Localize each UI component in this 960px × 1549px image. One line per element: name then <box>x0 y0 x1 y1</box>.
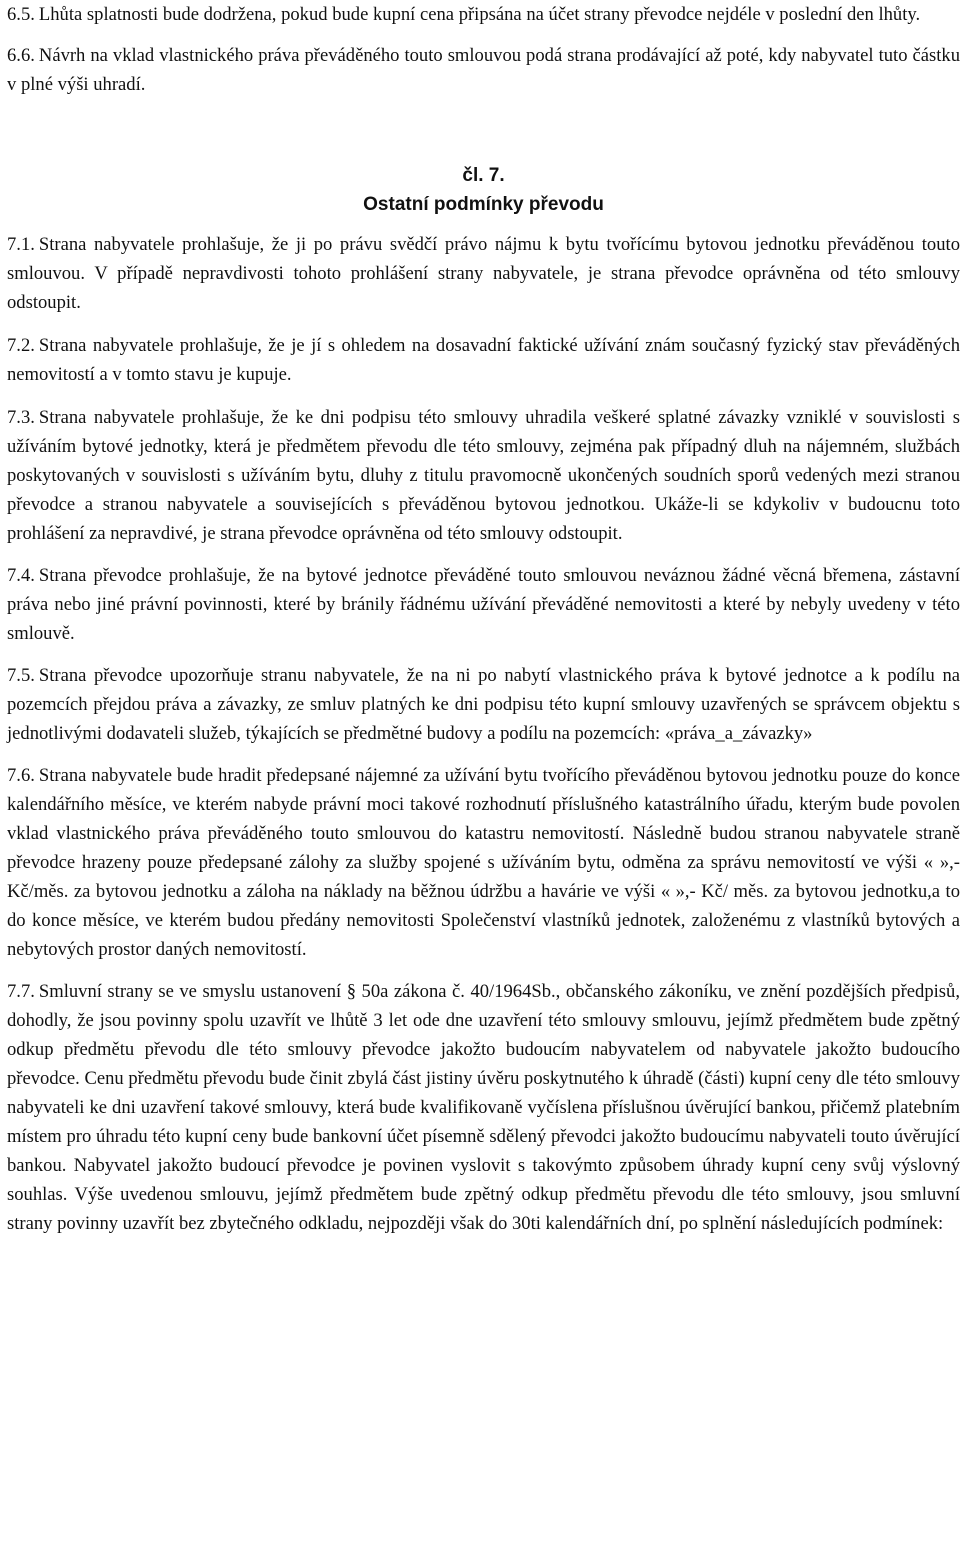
paragraph-text: Smluvní strany se ve smyslu ustanovení § 50a zákona č. 40/1964Sb., občanského zákoníku, ve znění pozdějších předpisů, dohodly, že jsou povinny spolu uzavřít ve lhůtě 3 let ode dne uzavření této smlouvy smlouvu, jejímž předmětem bude zpětný odkup předmětu převodu dle této smlouvy převodce jakožto budoucím nabyvatelem od nabyvatele jakožto budoucího převodce. Cenu předmětu převodu bude činit zbylá část jistiny úvěru poskytnutého k úhradě (části) kupní ceny dle této smlouvy nabyvateli ke dni uzavření takové smlouvy, která bude kvalifikovaně vyčíslena příslušnou úvěrující bankou, přičemž platebním místem pro úhradu této kupní ceny bude bankovní účet písemně sdělený převodci jakožto budoucímu nabyvateli touto úvěrující bankou. Nabyvatel jakožto budoucí převodce je povinen vyslovit s takovýmto způsobem úhrady kupní ceny svůj výslovný souhlas. Výše uvedenou smlouvu, jejímž předmětem bude zpětný odkup předmětu převodu dle této smlouvy, jsou smluvní strany povinny uzavřít bez zbytečného odkladu, nejpozději však do 30ti kalendářních dní, po splnění následujících podmínek: <box>7 981 960 1234</box>
paragraph-number: 7.3. <box>7 407 35 428</box>
paragraph-7-7 <box>7 977 960 1238</box>
paragraph-text: Strana nabyvatele prohlašuje, že ke dni podpisu této smlouvy uhradila veškeré splatné závazky vzniklé v souvislosti s užíváním bytové jednotky, která je předmětem převodu dle této smlouvy, zejména pak případný dluh na nájemném, službách poskytovaných v souvislosti s užíváním bytu, dluhy z titulu pravomocně ukončených soudních sporů vedených mezi stranou převodce a stranou nabyvatele a souvisejících s převáděnou bytovou jednotkou. Ukáže-li se kdykoliv v budoucnu toto prohlášení za nepravdivé, je strana převodce oprávněna od této smlouvy odstoupit. <box>7 407 960 544</box>
paragraph-text: Strana nabyvatele prohlašuje, že ji po právu svědčí právo nájmu k bytu tvořícímu bytovou jednotku převáděnou touto smlouvou. V případě nepravdivosti tohoto prohlášení strany nabyvatele, je strana převodce oprávněna od této smlouvy odstoupit. <box>7 234 960 313</box>
paragraph-text: Strana nabyvatele prohlašuje, že je jí s ohledem na dosavadní faktické užívání znám současný fyzický stav převáděných nemovitostí a v tomto stavu je kupuje. <box>7 335 960 385</box>
paragraph-number: 7.5. <box>7 665 35 686</box>
paragraph-number: 7.6. <box>7 765 35 786</box>
document-page <box>7 0 960 1238</box>
paragraph-7-4 <box>7 561 960 648</box>
paragraph-text: Strana nabyvatele bude hradit předepsané nájemné za užívání bytu tvořícího převáděnou bytovou jednotku pouze do konce kalendářního měsíce, ve kterém nabyde právní moci takové rozhodnutí příslušného katastrálního úřadu, kterým bude povolen vklad vlastnického práva převáděného touto smlouvou do katastru nemovitostí. Následně budou stranou nabyvatele straně převodce hrazeny pouze předepsané zálohy za služby spojené s užíváním bytu, odměna za správu nemovitostí ve výši « »,- Kč/měs. za bytovou jednotku a záloha na náklady na běžnou údržbu a havárie ve výši « »,- Kč/ měs. za bytovou jednotku,a to do konce měsíce, ve kterém budou předány nemovitosti Společenství vlastníků jednotek, založenému z vlastníků bytových a nebytových prostor daných nemovitostí. <box>7 765 960 960</box>
paragraph-number: 7.2. <box>7 335 35 356</box>
paragraph-number: 6.5. <box>7 4 35 25</box>
paragraph-text: Lhůta splatnosti bude dodržena, pokud bude kupní cena připsána na účet strany převodce nejdéle v poslední den lhůty. <box>38 4 921 25</box>
paragraph-number: 6.6. <box>7 45 35 66</box>
paragraph-number: 7.7. <box>7 981 35 1002</box>
paragraph-7-5 <box>7 661 960 748</box>
paragraph-text: Strana převodce upozorňuje stranu nabyvatele, že na ni po nabytí vlastnického práva k bytové jednotce a k podílu na pozemcích přejdou práva a závazky, ze smluv platných ke dni podpisu této kupní smlouvy uzavřených se správcem objektu s jednotlivými dodavateli služeb, týkajících se předmětné budovy a podílu na pozemcích: «práva_a_závazky» <box>7 665 960 744</box>
paragraph-7-3 <box>7 403 960 548</box>
paragraph-7-1 <box>7 230 960 317</box>
article-title: Ostatní podmínky převodu <box>363 194 604 215</box>
paragraph-number: 7.4. <box>7 565 35 586</box>
paragraph-6-6 <box>7 41 960 99</box>
paragraph-text: Strana převodce prohlašuje, že na bytové jednotce převáděné touto smlouvou neváznou žádné věcná břemena, zástavní práva nebo jiné právní povinnosti, které by bránily řádnému užívání převáděné nemovitosti a které by nebyly uvedeny v této smlouvě. <box>7 565 960 644</box>
paragraph-number: 7.1. <box>7 234 35 255</box>
paragraph-6-5 <box>7 0 960 29</box>
paragraph-7-2 <box>7 331 960 389</box>
paragraph-text: Návrh na vklad vlastnického práva převáděného touto smlouvou podá strana prodávající až poté, kdy nabyvatel tuto částku v plné výši uhradí. <box>7 45 960 95</box>
paragraph-7-6 <box>7 761 960 964</box>
article-number: čl. 7. <box>462 165 505 186</box>
